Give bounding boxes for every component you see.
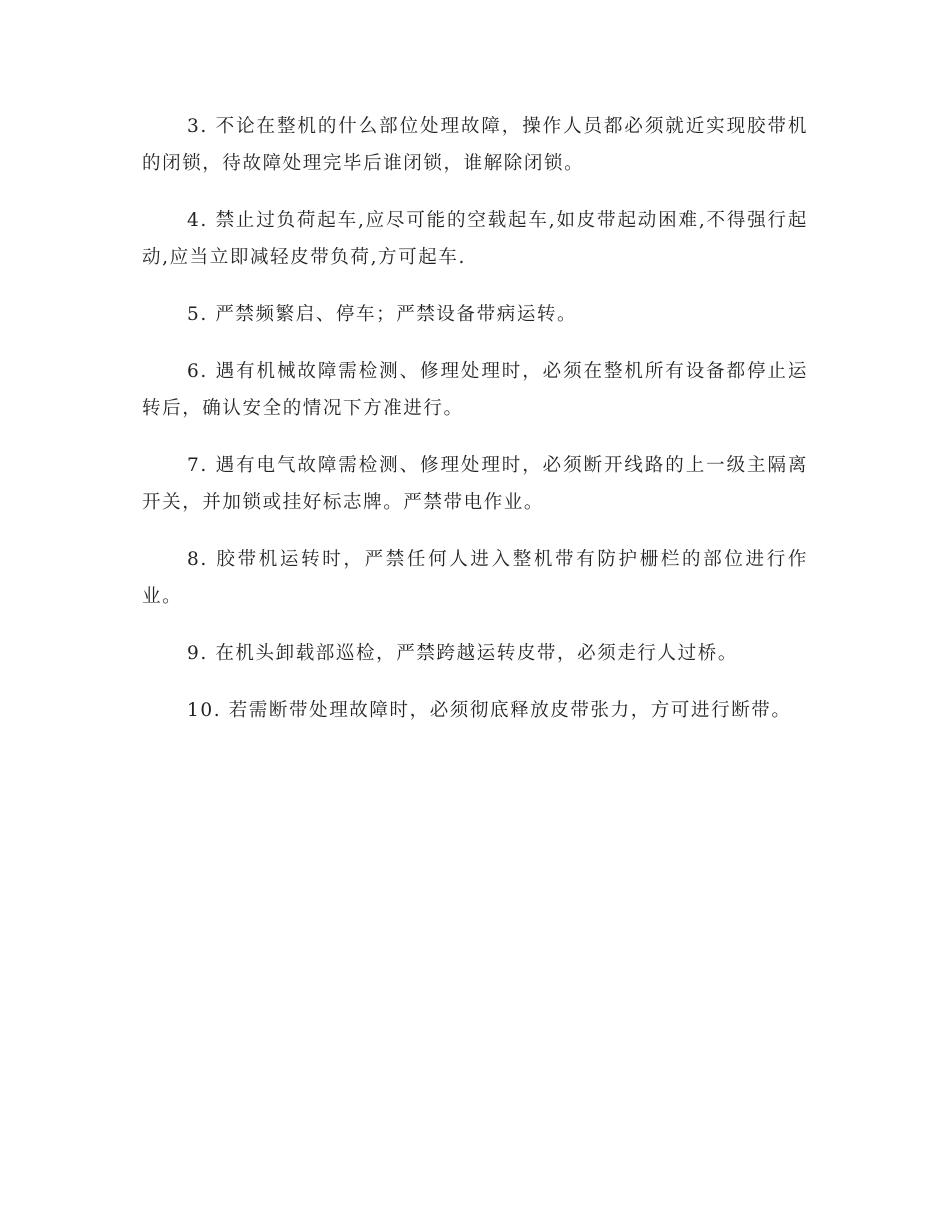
paragraph-item-9: 9. 在机头卸载部巡检，严禁跨越运转皮带，必须走行人过桥。	[187, 643, 738, 664]
paragraph-item-4: 4. 禁止过负荷起车,应尽可能的空载起车,如皮带起动困难,不得强行起动,应当立即减轻皮带负荷,方可起车.	[142, 210, 808, 268]
document-body	[142, 108, 808, 749]
paragraph-item-5: 5. 严禁频繁启、停车；严禁设备带病运转。	[187, 304, 578, 325]
paragraph-item-6: 6. 遇有机械故障需检测、修理处理时，必须在整机所有设备都停止运转后，确认安全的情况下方准进行。	[142, 361, 808, 419]
paragraph-item-10: 10. 若需断带处理故障时，必须彻底释放皮带张力，方可进行断带。	[187, 700, 792, 721]
paragraph-item-7: 7. 遇有电气故障需检测、修理处理时，必须断开线路的上一级主隔离开关，并加锁或挂好标志牌。严禁带电作业。	[142, 455, 808, 513]
paragraph-item-3: 3. 不论在整机的什么部位处理故障，操作人员都必须就近实现胶带机的闭锁，待故障处理完毕后谁闭锁，谁解除闭锁。	[142, 116, 808, 174]
paragraph-item-8: 8. 胶带机运转时，严禁任何人进入整机带有防护栅栏的部位进行作业。	[142, 549, 808, 607]
